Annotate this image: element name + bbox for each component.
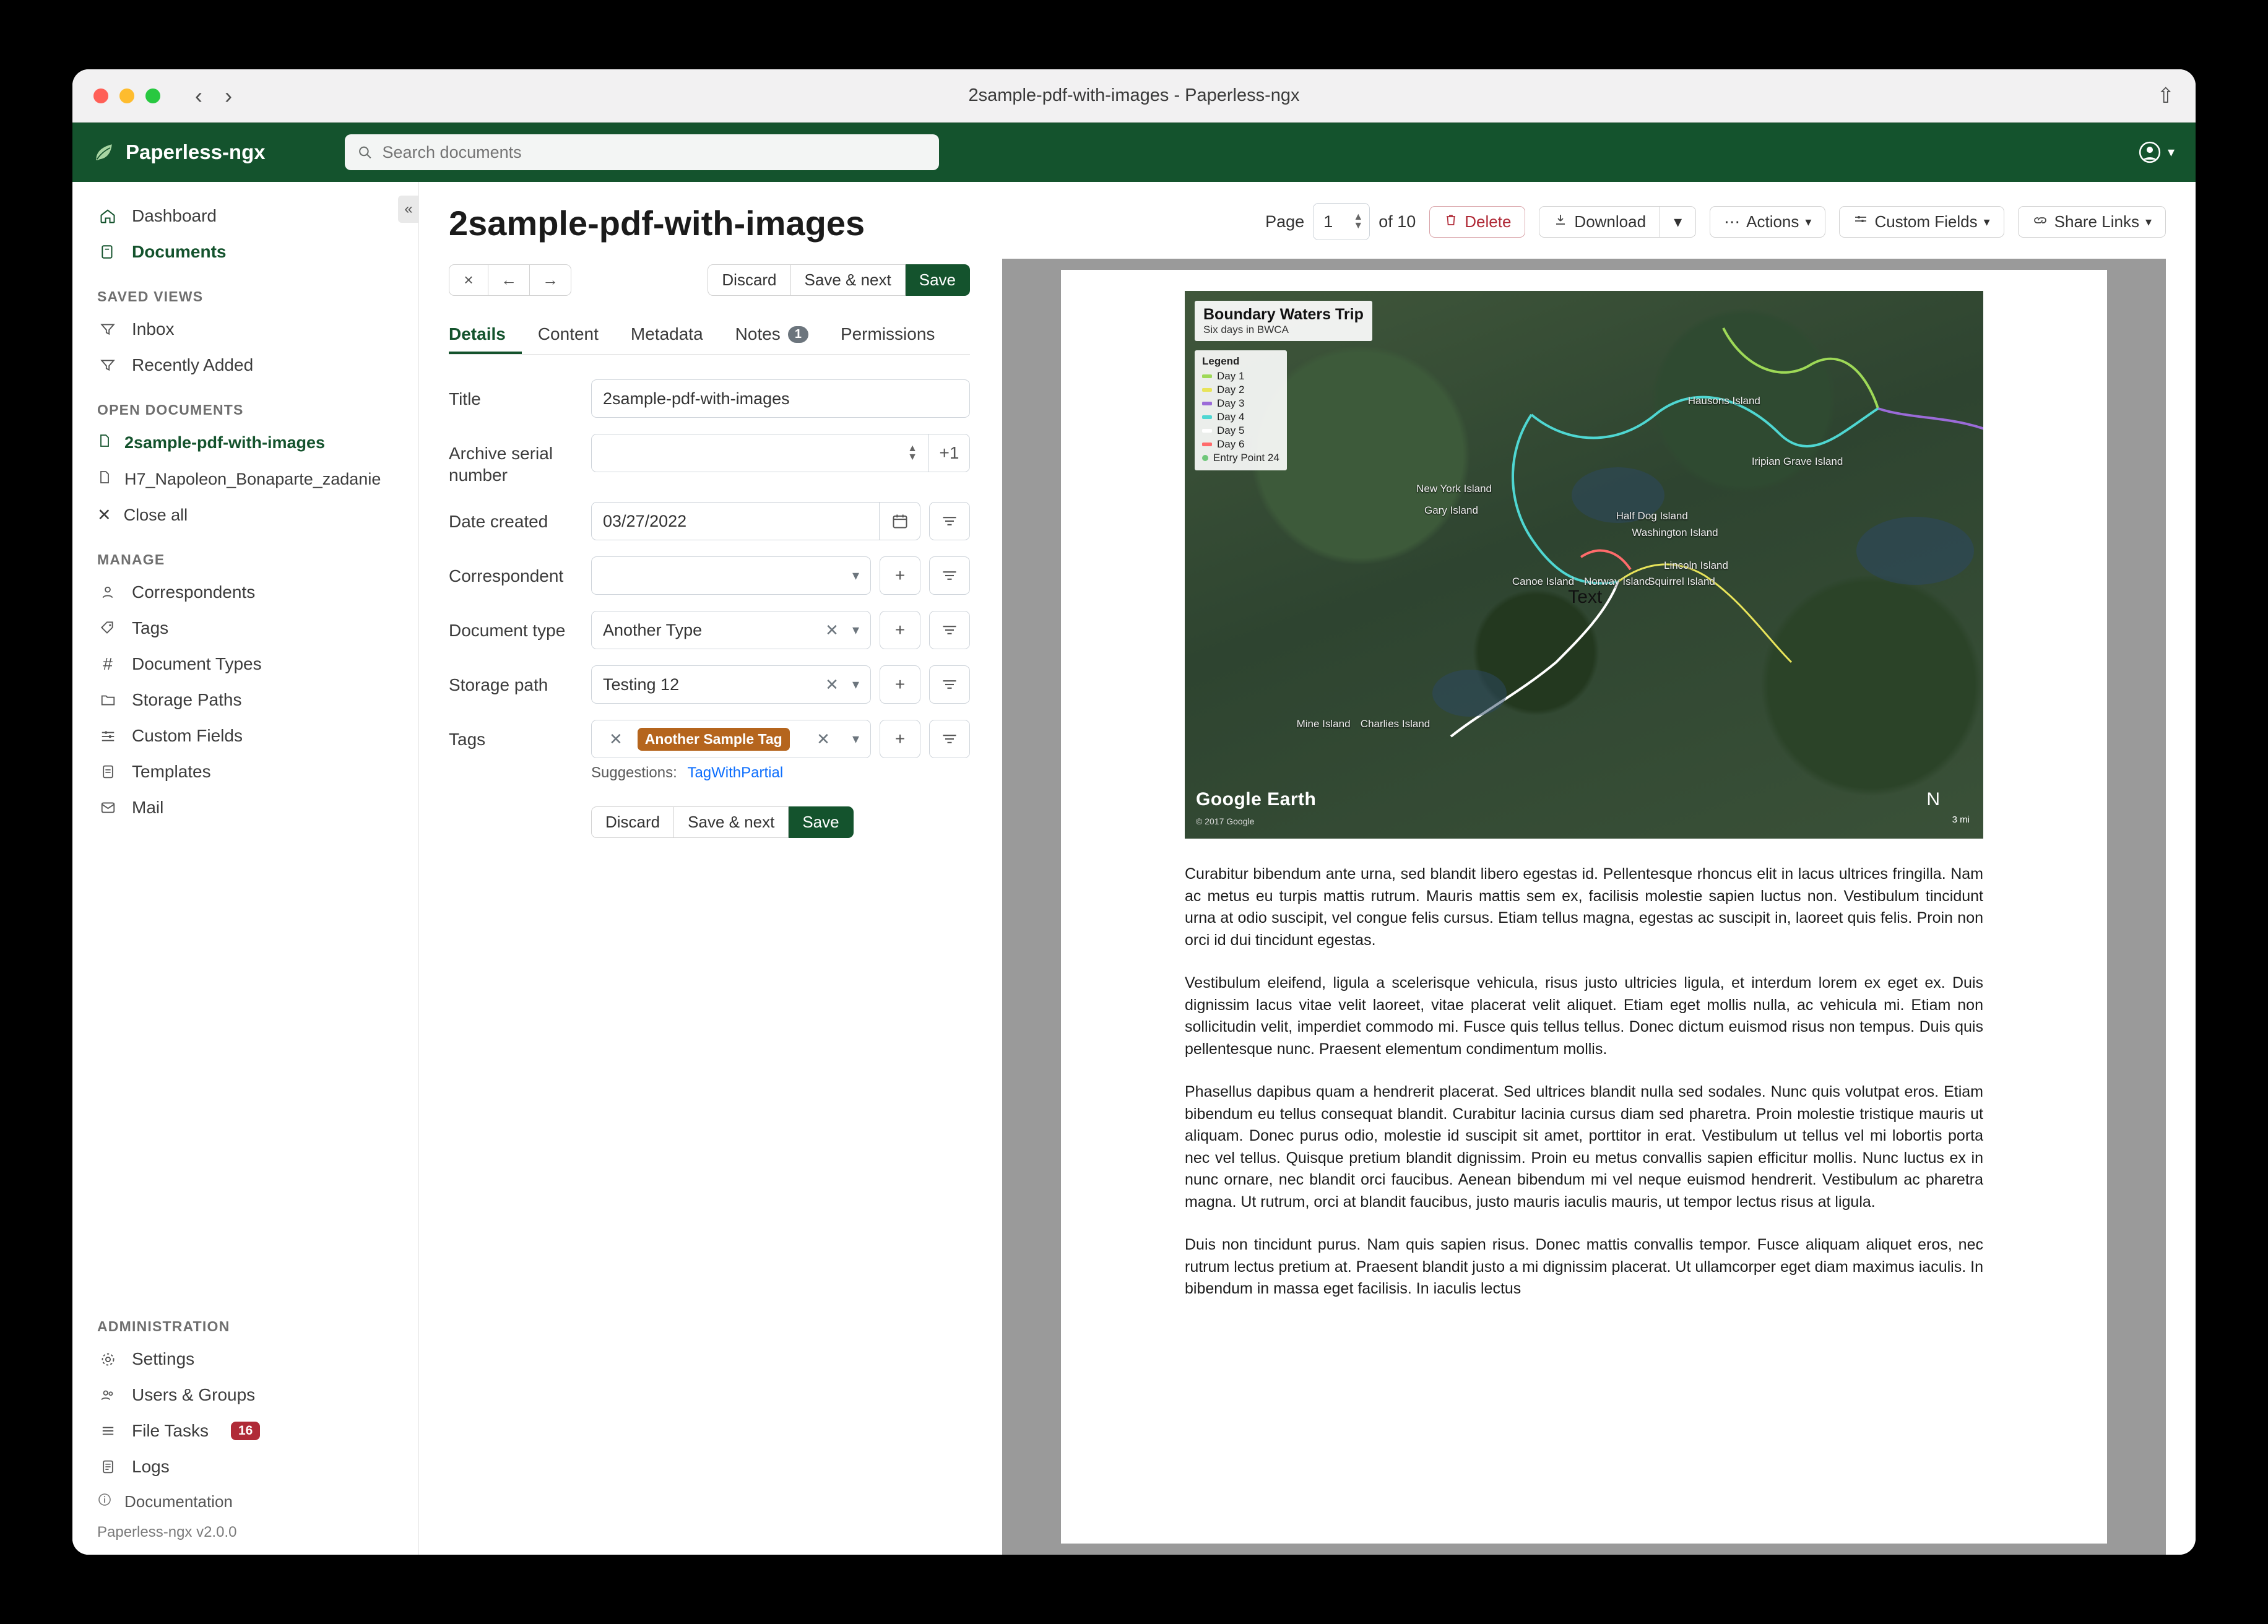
close-icon: ✕ [97, 506, 111, 524]
documentation-label: Documentation [124, 1492, 233, 1511]
sidebar-section-saved-views: SAVED VIEWS [97, 288, 204, 304]
documents-icon [97, 243, 118, 261]
document-type-select[interactable] [591, 611, 871, 649]
sidebar-item-label: Recently Added [132, 355, 254, 374]
actions-label: Actions [1746, 212, 1799, 231]
window-controls[interactable] [93, 89, 160, 103]
document-type-filter-icon[interactable] [929, 611, 970, 649]
leaf-icon [93, 142, 115, 163]
app-brand[interactable] [93, 140, 266, 164]
asn-increment-button[interactable]: +1 [929, 434, 970, 472]
custom-fields-button[interactable] [1839, 206, 2004, 238]
tab-content[interactable] [522, 317, 615, 354]
asn-stepper-icon[interactable]: ▲ ▼ [907, 443, 917, 462]
sidebar-item-documents[interactable] [72, 234, 418, 270]
clear-storage-path-icon[interactable]: ✕ [825, 675, 839, 694]
sidebar-open-doc-2[interactable] [72, 461, 418, 498]
actions-button[interactable] [1710, 206, 1825, 238]
sidebar-item-label: Users & Groups [132, 1385, 256, 1404]
sidebar-item-users-groups[interactable] [72, 1377, 418, 1413]
download-icon [1553, 212, 1568, 231]
tab-label: Content [537, 324, 599, 343]
user-menu-caret-icon[interactable]: ▾ [2167, 144, 2175, 160]
notes-count-badge: 1 [788, 326, 808, 343]
chevron-down-icon: ▾ [1983, 215, 1990, 229]
sidebar-open-doc-label: H7_Napoleon_Bonaparte_zadanie [124, 470, 381, 488]
sidebar-item-correspondents[interactable] [72, 574, 418, 610]
field-tags [449, 720, 970, 758]
user-avatar-icon [2138, 140, 2162, 164]
document-map-image [1185, 291, 1983, 839]
user-menu[interactable] [2138, 140, 2175, 164]
map-label: Gary Island [1424, 504, 1478, 517]
editor-tabs [449, 317, 970, 355]
sidebar-section-manage: MANAGE [97, 551, 165, 568]
hash-icon: # [103, 654, 113, 673]
filter-icon [97, 357, 118, 373]
date-created-input[interactable] [591, 502, 880, 540]
template-icon [97, 764, 118, 780]
sidebar-item-file-tasks[interactable] [72, 1413, 418, 1449]
save-and-next-button-bottom[interactable]: Save & next [674, 806, 789, 838]
close-window-button[interactable] [93, 89, 108, 103]
save-buttons[interactable] [591, 806, 854, 838]
chevron-down-icon[interactable]: ▾ [852, 676, 859, 692]
chevron-down-icon: ▾ [1805, 215, 1812, 229]
page-title: 2sample-pdf-with-images [449, 204, 865, 243]
map-label: Canoe Island [1512, 576, 1575, 588]
next-document-button[interactable]: → [530, 264, 571, 296]
pdf-canvas[interactable] [1002, 259, 2166, 1555]
search-box[interactable] [345, 134, 939, 170]
share-icon[interactable]: ⇧ [2157, 84, 2175, 108]
suggestions-label: Suggestions: [591, 764, 677, 781]
chevron-down-icon[interactable]: ▾ [852, 622, 859, 637]
file-icon [97, 469, 112, 490]
date-created-label: Date created [449, 512, 548, 531]
delete-label: Delete [1465, 212, 1512, 231]
sidebar-footer [72, 1485, 418, 1555]
document-editor [419, 182, 995, 1555]
map-label: Washington Island [1632, 526, 1718, 538]
sidebar-item-label: Tags [132, 618, 169, 637]
sidebar-item-label: Dashboard [132, 206, 217, 225]
tab-label: Details [449, 324, 506, 343]
storage-path-filter-icon[interactable] [929, 665, 970, 704]
sidebar-item-custom-fields[interactable] [72, 718, 418, 754]
remove-tag-icon[interactable]: ✕ [609, 729, 623, 748]
sidebar-item-label: Logs [132, 1457, 170, 1476]
back-icon[interactable]: ‹ [195, 82, 202, 108]
tag-icon [97, 620, 118, 636]
document-paragraph: Vestibulum eleifend, ligula a scelerisque vehicula, risus justo ultricies ligula, et interdum lorem ex eget ex. Duis dignissim lacus vitae velit laoreet, vitae placerat velit aliquet. Etiam eget mollis nulla, ac vehicula mi. Etiam non sollicitudin velit, imperdiet commodo mi. Fusce quis tellus tellus. Donec dictum euismod risus non tempus. Duis quis pellentesque nunc. Praesent elementum condimentum mollis. [1185, 974, 1983, 1058]
sidebar-spacer [72, 826, 418, 1300]
field-archive-serial-number [449, 434, 970, 486]
tab-permissions[interactable] [825, 317, 951, 354]
sidebar-item-label: Document Types [132, 654, 262, 673]
correspondent-select[interactable] [591, 556, 871, 595]
map-legend-title: Legend [1202, 355, 1240, 367]
storage-path-select[interactable] [591, 665, 871, 704]
map-label: Charlies Island [1360, 718, 1430, 730]
map-label: Lincoln Island [1664, 559, 1728, 571]
map-text-marker: Text [1568, 586, 1603, 607]
sidebar-open-doc-label: 2sample-pdf-with-images [124, 433, 326, 452]
app-header [72, 123, 2196, 182]
legend-label: Day 5 [1217, 425, 1245, 436]
sidebar-section-open-documents: OPEN DOCUMENTS [97, 402, 244, 418]
storage-path-value: Testing 12 [603, 675, 680, 694]
field-correspondent [449, 556, 970, 595]
custom-fields-label: Custom Fields [1874, 212, 1978, 231]
save-button[interactable]: Save [906, 264, 970, 296]
person-icon [97, 584, 118, 600]
field-date-created [449, 502, 970, 540]
tab-label: Notes [735, 324, 781, 343]
share-links-button[interactable] [2018, 206, 2166, 238]
map-label: Norway Island [1584, 576, 1651, 588]
sidebar-open-doc-1[interactable] [72, 425, 418, 461]
window-title: 2sample-pdf-with-images - Paperless-ngx [968, 85, 1300, 105]
sidebar-section-administration: ADMINISTRATION [97, 1318, 230, 1334]
add-document-type-button[interactable]: + [880, 611, 920, 649]
document-paragraph: Duis non tincidunt purus. Nam quis sapien risus. Donec mattis convallis tempor. Fusce aliquam aliquet eros, nec rutrum lectus pretium at. Praesent blandit justo a mi dignissim placerat. Ut ullamcorper eget diam maximus iaculis. In bibendum in massa eget facilisis. In iaculis lectus [1185, 1236, 1983, 1297]
sidebar-item-storage-paths[interactable] [72, 682, 418, 718]
tab-metadata[interactable] [615, 317, 719, 354]
app-version: Paperless-ngx v2.0.0 [97, 1524, 237, 1540]
field-storage-path [449, 665, 970, 704]
chevron-down-icon: ▾ [2145, 215, 2152, 229]
minimize-window-button[interactable] [119, 89, 134, 103]
page-stepper-icon[interactable]: ▲ ▼ [1353, 211, 1364, 231]
chevron-down-icon[interactable]: ▾ [852, 731, 859, 746]
app-brand-label: Paperless-ngx [126, 140, 266, 163]
sidebar-item-label: File Tasks [132, 1421, 209, 1440]
suggestion-link[interactable]: TagWithPartial [687, 764, 784, 781]
previous-document-button[interactable]: ← [488, 264, 530, 296]
date-created-value: 03/27/2022 [603, 511, 687, 530]
map-scale-label: 3 mi [1952, 814, 1970, 825]
close-document-button[interactable]: × [449, 264, 488, 296]
sidebar-item-mail[interactable] [72, 790, 418, 826]
tags-label: Tags [449, 730, 486, 749]
map-label: Half Dog Island [1616, 510, 1688, 522]
sliders-icon [97, 728, 118, 744]
page-label: Page [1265, 212, 1305, 231]
pdf-page [1061, 270, 2107, 1544]
sliders-icon [1853, 212, 1868, 231]
tab-details[interactable] [449, 317, 522, 354]
tab-notes[interactable] [719, 317, 825, 354]
share-links-label: Share Links [2054, 212, 2139, 231]
sidebar-collapse-button[interactable]: « [398, 196, 419, 223]
map-label: New York Island [1416, 482, 1492, 495]
legend-label: Entry Point 24 [1213, 452, 1279, 464]
correspondent-filter-icon[interactable] [929, 556, 970, 595]
title-label: Title [449, 389, 481, 408]
sidebar-item-label: Inbox [132, 319, 175, 339]
main-content [419, 182, 2196, 1555]
save-button-bottom[interactable]: Save [789, 806, 853, 838]
add-tag-button[interactable]: + [880, 720, 920, 758]
sidebar-item-label: Storage Paths [132, 690, 242, 709]
title-value: 2sample-pdf-with-images [603, 389, 790, 408]
sidebar-item-label: Documents [132, 242, 227, 261]
gear-icon [97, 1351, 118, 1368]
save-and-next-button[interactable]: Save & next [791, 264, 906, 296]
sidebar-item-settings[interactable] [72, 1341, 418, 1377]
delete-button[interactable] [1429, 206, 1525, 238]
map-attribution: Google Earth [1196, 789, 1317, 810]
link-icon [2032, 212, 2048, 231]
sidebar-item-templates[interactable] [72, 754, 418, 790]
file-tasks-badge: 16 [231, 1422, 260, 1440]
compass-icon: N [1926, 789, 1940, 810]
home-icon [97, 207, 118, 225]
page-total-label: of 10 [1379, 212, 1416, 231]
sidebar-item-documentation[interactable] [97, 1485, 394, 1519]
discard-button-bottom[interactable]: Discard [591, 806, 674, 838]
map-title: Boundary Waters Trip [1203, 306, 1364, 323]
map-attribution-sub: © 2017 Google [1196, 816, 1255, 826]
log-icon [97, 1459, 118, 1475]
add-correspondent-button[interactable]: + [880, 556, 920, 595]
ellipsis-icon: ⋯ [1724, 212, 1741, 231]
sidebar [72, 182, 419, 1555]
legend-label: Day 2 [1217, 384, 1245, 395]
date-filter-icon[interactable] [929, 502, 970, 540]
clear-document-type-icon[interactable]: ✕ [825, 620, 839, 639]
file-icon [97, 433, 112, 453]
save-group-top[interactable] [708, 264, 970, 296]
document-nav-group[interactable] [449, 264, 571, 296]
map-subtitle: Six days in BWCA [1203, 324, 1289, 335]
download-group[interactable] [1539, 206, 1696, 238]
folder-icon [97, 692, 118, 708]
legend-label: Day 6 [1217, 438, 1245, 450]
asn-input[interactable] [591, 434, 929, 472]
maximize-window-button[interactable] [145, 89, 160, 103]
chevron-down-icon[interactable]: ▾ [852, 568, 859, 583]
page-number-value: 1 [1323, 212, 1333, 231]
title-input[interactable] [591, 379, 970, 418]
download-button[interactable] [1539, 206, 1660, 238]
users-icon [97, 1387, 118, 1403]
tab-label: Permissions [840, 324, 935, 343]
discard-button[interactable]: Discard [708, 264, 790, 296]
search-input[interactable] [381, 142, 927, 163]
calendar-icon[interactable] [880, 502, 920, 540]
document-paragraph: Phasellus dapibus quam a hendrerit placerat. Sed ultrices blandit nulla sed sodales. Nunc quis volutpat eros. Etiam bibendum eu tellus consequat blandit. Curabitur lacinia cursus diam sed pharetra. Proin molestie tristique mauris ut aliquam. Donec purus odio, molestie id suscipit sit amet, porttitor in erat. Vestibulum ut tellus vel mi lobortis porta nec vel tellus. Quisque pretium blandit dignissim. Proin eu metus convallis sapien efficitur mollis. Nunc luctus ex in nunc ornare, nec blandit orci faucibus. Aenean bibendum mi vel neque euismod hendrerit. Vestibulum ac pharetra magna. Ut rutrum, orci at blandit faucibus, justo mauris iaculis mauris, ut tempor lectus risus at ligula. [1185, 1083, 1983, 1211]
tag-suggestions [591, 764, 970, 782]
map-label: Mine Island [1296, 718, 1351, 730]
download-label: Download [1574, 212, 1647, 231]
sidebar-item-dashboard[interactable] [72, 198, 418, 234]
filter-icon [97, 321, 118, 337]
trash-icon [1443, 212, 1458, 231]
window-titlebar [72, 69, 2196, 123]
sidebar-item-logs[interactable] [72, 1449, 418, 1485]
tab-label: Metadata [630, 324, 703, 343]
map-label: Squirrel Island [1648, 576, 1715, 588]
clear-tags-icon[interactable]: ✕ [816, 729, 830, 748]
document-paragraph: Curabitur bibendum ante urna, sed blandit libero egestas id. Pellentesque rhoncus elit in lacus ultrices fringilla. Nam ac metus eu turpis mattis rutrum. Mauris mattis sem ex, facilisis molestie sapien luctus non. Vestibulum tincidunt urna at odio suscipit, vel congue felis cursus. Etiam tellus magna, egestas ac suscipit in, laoreet quis felis. Proin non orci id dui tincidunt egestas. [1185, 865, 1983, 949]
sidebar-item-label: Correspondents [132, 582, 256, 602]
page-navigator [1265, 203, 1416, 240]
map-label: Iripian Grave Island [1751, 455, 1843, 467]
tags-filter-icon[interactable] [929, 720, 970, 758]
tag-chip[interactable]: Another Sample Tag [638, 728, 790, 751]
sidebar-close-all-label: Close all [123, 506, 188, 524]
app-body [72, 182, 2196, 1555]
sidebar-item-label: Custom Fields [132, 726, 243, 745]
map-label: Hausons Island [1687, 395, 1760, 407]
download-options-caret-icon[interactable]: ▾ [1660, 206, 1696, 238]
asn-label: Archive serial number [449, 444, 553, 485]
mail-icon [97, 800, 118, 816]
sidebar-item-label: Mail [132, 798, 164, 817]
storage-path-label: Storage path [449, 675, 548, 694]
info-icon [97, 1492, 112, 1511]
legend-label: Day 1 [1217, 370, 1245, 382]
sidebar-item-label: Settings [132, 1349, 195, 1368]
document-type-label: Document type [449, 621, 566, 640]
document-type-value: Another Type [603, 620, 703, 639]
legend-label: Day 4 [1217, 411, 1245, 423]
list-icon [97, 1423, 118, 1439]
field-title [449, 379, 970, 418]
legend-label: Day 3 [1217, 397, 1245, 409]
sidebar-item-document-types[interactable] [72, 646, 418, 682]
tags-select[interactable] [591, 720, 871, 758]
viewer-toolbar [1002, 203, 2166, 240]
document-viewer [995, 182, 2196, 1555]
forward-icon[interactable]: › [225, 82, 232, 108]
add-storage-path-button[interactable]: + [880, 665, 920, 704]
sidebar-item-label: Templates [132, 762, 211, 781]
search-icon [357, 144, 373, 160]
browser-nav[interactable] [195, 82, 232, 108]
sidebar-item-recently-added[interactable] [72, 347, 418, 383]
field-document-type [449, 611, 970, 649]
sidebar-item-tags[interactable] [72, 610, 418, 646]
sidebar-item-inbox[interactable] [72, 311, 418, 347]
save-group-bottom [591, 806, 970, 838]
app-window [72, 69, 2196, 1555]
page-number-input[interactable] [1313, 203, 1370, 240]
correspondent-label: Correspondent [449, 566, 564, 585]
map-routes [1185, 291, 1983, 839]
editor-toolbar [449, 264, 970, 296]
sidebar-close-all-button[interactable] [72, 498, 418, 533]
